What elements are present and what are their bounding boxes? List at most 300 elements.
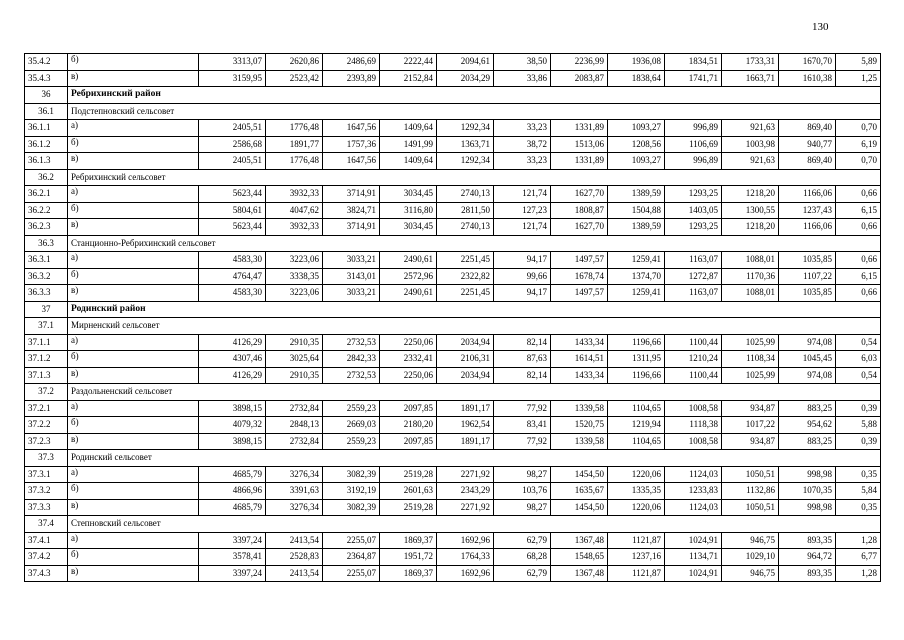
- value-cell: 1035,85: [779, 285, 836, 302]
- council-name: Мирненский сельсовет: [68, 318, 881, 335]
- value-cell: 2251,45: [437, 285, 494, 302]
- value-cell: 1635,67: [551, 483, 608, 500]
- value-cell: 2271,92: [437, 466, 494, 483]
- value-cell: 3714,91: [323, 219, 380, 236]
- value-cell: 1170,36: [722, 268, 779, 285]
- row-code: 37: [25, 301, 68, 318]
- value-cell: 940,77: [779, 136, 836, 153]
- value-cell: 2601,63: [380, 483, 437, 500]
- row-code: 36.1.3: [25, 153, 68, 170]
- value-cell: 2572,96: [380, 268, 437, 285]
- value-cell: 1764,33: [437, 549, 494, 566]
- value-cell: 5623,44: [199, 186, 266, 203]
- table-row: [25, 136, 881, 153]
- row-code: 36.1: [25, 103, 68, 120]
- value-cell: 1100,44: [665, 334, 722, 351]
- value-cell: 2034,29: [437, 70, 494, 87]
- value-cell: 1409,64: [380, 153, 437, 170]
- value-cell: 1891,17: [437, 433, 494, 450]
- row-variant: б): [68, 351, 199, 368]
- value-cell: 1776,48: [266, 120, 323, 137]
- value-cell: 1548,65: [551, 549, 608, 566]
- row-variant: б): [68, 268, 199, 285]
- value-cell: 1513,06: [551, 136, 608, 153]
- table-row: [25, 252, 881, 269]
- value-cell: 0,39: [836, 433, 881, 450]
- value-cell: 0,70: [836, 153, 881, 170]
- row-code: 37.2.2: [25, 417, 68, 434]
- row-variant: б): [68, 136, 199, 153]
- row-code: 37.4: [25, 516, 68, 533]
- table-row: [25, 466, 881, 483]
- value-cell: 1869,37: [380, 532, 437, 549]
- value-cell: 1050,51: [722, 499, 779, 516]
- value-cell: 2364,87: [323, 549, 380, 566]
- row-code: 36.2.2: [25, 202, 68, 219]
- value-cell: 3397,24: [199, 532, 266, 549]
- value-cell: 1300,55: [722, 202, 779, 219]
- value-cell: 77,92: [494, 400, 551, 417]
- value-cell: 1210,24: [665, 351, 722, 368]
- value-cell: 1610,38: [779, 70, 836, 87]
- value-cell: 4583,30: [199, 252, 266, 269]
- value-cell: 2848,13: [266, 417, 323, 434]
- value-cell: 1293,25: [665, 219, 722, 236]
- value-cell: 1627,70: [551, 186, 608, 203]
- value-cell: 33,23: [494, 153, 551, 170]
- council-name: Ребрихинский сельсовет: [68, 169, 881, 186]
- value-cell: 1220,06: [608, 466, 665, 483]
- value-cell: 1045,45: [779, 351, 836, 368]
- value-cell: 998,98: [779, 499, 836, 516]
- row-code: 37.3.1: [25, 466, 68, 483]
- value-cell: 0,66: [836, 252, 881, 269]
- row-code: 37.3.3: [25, 499, 68, 516]
- district-name: Ребрихинский район: [68, 87, 881, 104]
- row-code: 37.4.2: [25, 549, 68, 566]
- row-code: 36.2.1: [25, 186, 68, 203]
- value-cell: 1951,72: [380, 549, 437, 566]
- row-code: 36.3.1: [25, 252, 68, 269]
- council-header-row: [25, 169, 881, 186]
- row-code: 37.1.1: [25, 334, 68, 351]
- value-cell: 2811,50: [437, 202, 494, 219]
- value-cell: 1409,64: [380, 120, 437, 137]
- district-name: Родинский район: [68, 301, 881, 318]
- value-cell: 1869,37: [380, 565, 437, 582]
- value-cell: 1504,88: [608, 202, 665, 219]
- value-cell: 1218,20: [722, 186, 779, 203]
- value-cell: 1838,64: [608, 70, 665, 87]
- table-row: [25, 120, 881, 137]
- value-cell: 2271,92: [437, 499, 494, 516]
- value-cell: 83,41: [494, 417, 551, 434]
- value-cell: 68,28: [494, 549, 551, 566]
- value-cell: 6,77: [836, 549, 881, 566]
- value-cell: 1339,58: [551, 433, 608, 450]
- value-cell: 1627,70: [551, 219, 608, 236]
- value-cell: 2732,53: [323, 367, 380, 384]
- row-code: 36.2: [25, 169, 68, 186]
- row-variant: б): [68, 483, 199, 500]
- council-name: Подстепновский сельсовет: [68, 103, 881, 120]
- value-cell: 1025,99: [722, 367, 779, 384]
- value-cell: 2222,44: [380, 54, 437, 71]
- value-cell: 2519,28: [380, 499, 437, 516]
- value-cell: 1497,57: [551, 285, 608, 302]
- row-variant: в): [68, 433, 199, 450]
- value-cell: 1050,51: [722, 466, 779, 483]
- value-cell: 1367,48: [551, 532, 608, 549]
- value-cell: 3391,63: [266, 483, 323, 500]
- value-cell: 4866,96: [199, 483, 266, 500]
- value-cell: 1104,65: [608, 433, 665, 450]
- value-cell: 1433,34: [551, 367, 608, 384]
- value-cell: 4126,29: [199, 367, 266, 384]
- value-cell: 1692,96: [437, 532, 494, 549]
- value-cell: 2732,53: [323, 334, 380, 351]
- value-cell: 1093,27: [608, 120, 665, 137]
- value-cell: 3033,21: [323, 285, 380, 302]
- value-cell: 3397,24: [199, 565, 266, 582]
- value-cell: 2250,06: [380, 334, 437, 351]
- value-cell: 2523,42: [266, 70, 323, 87]
- value-cell: 1454,50: [551, 466, 608, 483]
- row-code: 37.2: [25, 384, 68, 401]
- table-row: [25, 532, 881, 549]
- value-cell: 38,72: [494, 136, 551, 153]
- value-cell: 1497,57: [551, 252, 608, 269]
- value-cell: 4079,32: [199, 417, 266, 434]
- value-cell: 1776,48: [266, 153, 323, 170]
- row-variant: а): [68, 252, 199, 269]
- value-cell: 1331,89: [551, 153, 608, 170]
- value-cell: 1237,43: [779, 202, 836, 219]
- council-header-row: [25, 384, 881, 401]
- value-cell: 2732,84: [266, 400, 323, 417]
- row-variant: в): [68, 70, 199, 87]
- row-code: 36.3.3: [25, 285, 68, 302]
- value-cell: 1454,50: [551, 499, 608, 516]
- value-cell: 3082,39: [323, 499, 380, 516]
- table-row: [25, 268, 881, 285]
- value-cell: 1733,31: [722, 54, 779, 71]
- value-cell: 1025,99: [722, 334, 779, 351]
- value-cell: 1259,41: [608, 252, 665, 269]
- value-cell: 2405,51: [199, 153, 266, 170]
- value-cell: 2586,68: [199, 136, 266, 153]
- table-row: [25, 70, 881, 87]
- value-cell: 2180,20: [380, 417, 437, 434]
- value-cell: 954,62: [779, 417, 836, 434]
- value-cell: 6,19: [836, 136, 881, 153]
- value-cell: 1293,25: [665, 186, 722, 203]
- value-cell: 2519,28: [380, 466, 437, 483]
- value-cell: 98,27: [494, 466, 551, 483]
- value-cell: 0,70: [836, 120, 881, 137]
- council-header-row: [25, 516, 881, 533]
- value-cell: 1757,36: [323, 136, 380, 153]
- value-cell: 1936,08: [608, 54, 665, 71]
- value-cell: 1367,48: [551, 565, 608, 582]
- value-cell: 121,74: [494, 219, 551, 236]
- value-cell: 1121,87: [608, 565, 665, 582]
- table-row: [25, 54, 881, 71]
- value-cell: 1196,66: [608, 367, 665, 384]
- value-cell: 2910,35: [266, 334, 323, 351]
- value-cell: 0,35: [836, 499, 881, 516]
- row-code: 37.4.3: [25, 565, 68, 582]
- value-cell: 869,40: [779, 153, 836, 170]
- value-cell: 0,54: [836, 367, 881, 384]
- row-code: 36.3: [25, 235, 68, 252]
- value-cell: 121,74: [494, 186, 551, 203]
- value-cell: 1124,03: [665, 466, 722, 483]
- value-cell: 3276,34: [266, 466, 323, 483]
- value-cell: 883,25: [779, 400, 836, 417]
- value-cell: 1107,22: [779, 268, 836, 285]
- value-cell: 3338,35: [266, 268, 323, 285]
- value-cell: 2732,84: [266, 433, 323, 450]
- table-row: [25, 367, 881, 384]
- value-cell: 893,35: [779, 532, 836, 549]
- table-row: [25, 351, 881, 368]
- value-cell: 2490,61: [380, 252, 437, 269]
- value-cell: 3143,01: [323, 268, 380, 285]
- table-row: [25, 417, 881, 434]
- value-cell: 5,84: [836, 483, 881, 500]
- value-cell: 996,89: [665, 120, 722, 137]
- value-cell: 1163,07: [665, 285, 722, 302]
- value-cell: 103,76: [494, 483, 551, 500]
- value-cell: 1834,51: [665, 54, 722, 71]
- value-cell: 1741,71: [665, 70, 722, 87]
- value-cell: 1678,74: [551, 268, 608, 285]
- row-variant: а): [68, 532, 199, 549]
- value-cell: 33,23: [494, 120, 551, 137]
- value-cell: 1163,07: [665, 252, 722, 269]
- value-cell: 2413,54: [266, 532, 323, 549]
- value-cell: 5623,44: [199, 219, 266, 236]
- value-cell: 3276,34: [266, 499, 323, 516]
- value-cell: 1663,71: [722, 70, 779, 87]
- value-cell: 1003,98: [722, 136, 779, 153]
- value-cell: 3033,21: [323, 252, 380, 269]
- value-cell: 1124,03: [665, 499, 722, 516]
- value-cell: 2740,13: [437, 219, 494, 236]
- council-name: Раздольненский сельсовет: [68, 384, 881, 401]
- value-cell: 2236,99: [551, 54, 608, 71]
- table-row: [25, 153, 881, 170]
- council-name: Степновский сельсовет: [68, 516, 881, 533]
- value-cell: 1093,27: [608, 153, 665, 170]
- table-row: [25, 285, 881, 302]
- row-variant: в): [68, 285, 199, 302]
- value-cell: 98,27: [494, 499, 551, 516]
- value-cell: 1220,06: [608, 499, 665, 516]
- value-cell: 62,79: [494, 532, 551, 549]
- value-cell: 3034,45: [380, 186, 437, 203]
- table-row: [25, 433, 881, 450]
- value-cell: 1808,87: [551, 202, 608, 219]
- value-cell: 2097,85: [380, 400, 437, 417]
- value-cell: 3192,19: [323, 483, 380, 500]
- value-cell: 33,86: [494, 70, 551, 87]
- value-cell: 1389,59: [608, 219, 665, 236]
- value-cell: 996,89: [665, 153, 722, 170]
- value-cell: 99,66: [494, 268, 551, 285]
- value-cell: 2034,94: [437, 334, 494, 351]
- value-cell: 94,17: [494, 285, 551, 302]
- value-cell: 1106,69: [665, 136, 722, 153]
- row-code: 37.1: [25, 318, 68, 335]
- value-cell: 3116,80: [380, 202, 437, 219]
- row-variant: б): [68, 202, 199, 219]
- council-name: Станционно-Ребрихинский сельсовет: [68, 235, 881, 252]
- value-cell: 1363,71: [437, 136, 494, 153]
- value-cell: 1,28: [836, 532, 881, 549]
- value-cell: 4307,46: [199, 351, 266, 368]
- value-cell: 94,17: [494, 252, 551, 269]
- value-cell: 4764,47: [199, 268, 266, 285]
- value-cell: 1389,59: [608, 186, 665, 203]
- value-cell: 82,14: [494, 367, 551, 384]
- council-header-row: [25, 103, 881, 120]
- row-code: 36.2.3: [25, 219, 68, 236]
- value-cell: 1166,06: [779, 219, 836, 236]
- row-code: 35.4.3: [25, 70, 68, 87]
- value-cell: 1891,77: [266, 136, 323, 153]
- value-cell: 3159,95: [199, 70, 266, 87]
- value-cell: 1166,06: [779, 186, 836, 203]
- row-code: 36.3.2: [25, 268, 68, 285]
- row-code: 36.1.1: [25, 120, 68, 137]
- value-cell: 2405,51: [199, 120, 266, 137]
- value-cell: 1017,22: [722, 417, 779, 434]
- page-number: 130: [812, 21, 829, 33]
- value-cell: 1029,10: [722, 549, 779, 566]
- value-cell: 4685,79: [199, 466, 266, 483]
- value-cell: 1891,17: [437, 400, 494, 417]
- row-code: 37.2.3: [25, 433, 68, 450]
- value-cell: 2842,33: [323, 351, 380, 368]
- value-cell: 4583,30: [199, 285, 266, 302]
- value-cell: 1108,34: [722, 351, 779, 368]
- value-cell: 3932,33: [266, 219, 323, 236]
- value-cell: 3223,06: [266, 252, 323, 269]
- row-variant: а): [68, 120, 199, 137]
- row-variant: в): [68, 499, 199, 516]
- row-variant: б): [68, 549, 199, 566]
- value-cell: 1132,86: [722, 483, 779, 500]
- value-cell: 974,08: [779, 367, 836, 384]
- value-cell: 2669,03: [323, 417, 380, 434]
- row-variant: в): [68, 153, 199, 170]
- value-cell: 2322,82: [437, 268, 494, 285]
- value-cell: 77,92: [494, 433, 551, 450]
- value-cell: 974,08: [779, 334, 836, 351]
- tariff-table: [24, 53, 881, 582]
- value-cell: 1374,70: [608, 268, 665, 285]
- value-cell: 1008,58: [665, 433, 722, 450]
- value-cell: 2034,94: [437, 367, 494, 384]
- value-cell: 2486,69: [323, 54, 380, 71]
- value-cell: 1121,87: [608, 532, 665, 549]
- row-variant: а): [68, 400, 199, 417]
- value-cell: 1024,91: [665, 565, 722, 582]
- value-cell: 2097,85: [380, 433, 437, 450]
- value-cell: 921,63: [722, 153, 779, 170]
- row-variant: б): [68, 417, 199, 434]
- value-cell: 1,28: [836, 565, 881, 582]
- value-cell: 5,89: [836, 54, 881, 71]
- value-cell: 1104,65: [608, 400, 665, 417]
- district-header-row: [25, 87, 881, 104]
- value-cell: 1647,56: [323, 153, 380, 170]
- value-cell: 964,72: [779, 549, 836, 566]
- row-variant: а): [68, 466, 199, 483]
- value-cell: 1433,34: [551, 334, 608, 351]
- row-code: 37.3: [25, 450, 68, 467]
- table-row: [25, 186, 881, 203]
- value-cell: 1088,01: [722, 285, 779, 302]
- value-cell: 2559,23: [323, 400, 380, 417]
- value-cell: 3578,41: [199, 549, 266, 566]
- value-cell: 2490,61: [380, 285, 437, 302]
- value-cell: 2620,86: [266, 54, 323, 71]
- value-cell: 2413,54: [266, 565, 323, 582]
- row-code: 37.4.1: [25, 532, 68, 549]
- value-cell: 127,23: [494, 202, 551, 219]
- value-cell: 2251,45: [437, 252, 494, 269]
- value-cell: 5804,61: [199, 202, 266, 219]
- value-cell: 1219,94: [608, 417, 665, 434]
- council-header-row: [25, 450, 881, 467]
- value-cell: 3025,64: [266, 351, 323, 368]
- value-cell: 1670,70: [779, 54, 836, 71]
- value-cell: 2083,87: [551, 70, 608, 87]
- row-code: 35.4.2: [25, 54, 68, 71]
- value-cell: 946,75: [722, 565, 779, 582]
- value-cell: 1311,95: [608, 351, 665, 368]
- value-cell: 4047,62: [266, 202, 323, 219]
- table-row: [25, 499, 881, 516]
- value-cell: 4126,29: [199, 334, 266, 351]
- value-cell: 3223,06: [266, 285, 323, 302]
- value-cell: 2106,31: [437, 351, 494, 368]
- value-cell: 946,75: [722, 532, 779, 549]
- row-code: 36: [25, 87, 68, 104]
- value-cell: 2255,07: [323, 565, 380, 582]
- value-cell: 921,63: [722, 120, 779, 137]
- value-cell: 3714,91: [323, 186, 380, 203]
- value-cell: 1208,56: [608, 136, 665, 153]
- value-cell: 62,79: [494, 565, 551, 582]
- value-cell: 87,63: [494, 351, 551, 368]
- table-row: [25, 334, 881, 351]
- value-cell: 1292,34: [437, 120, 494, 137]
- value-cell: 1218,20: [722, 219, 779, 236]
- value-cell: 1272,87: [665, 268, 722, 285]
- row-code: 37.1.3: [25, 367, 68, 384]
- table-row: [25, 219, 881, 236]
- value-cell: 2559,23: [323, 433, 380, 450]
- value-cell: 1100,44: [665, 367, 722, 384]
- value-cell: 1088,01: [722, 252, 779, 269]
- value-cell: 38,50: [494, 54, 551, 71]
- row-code: 37.1.2: [25, 351, 68, 368]
- value-cell: 2332,41: [380, 351, 437, 368]
